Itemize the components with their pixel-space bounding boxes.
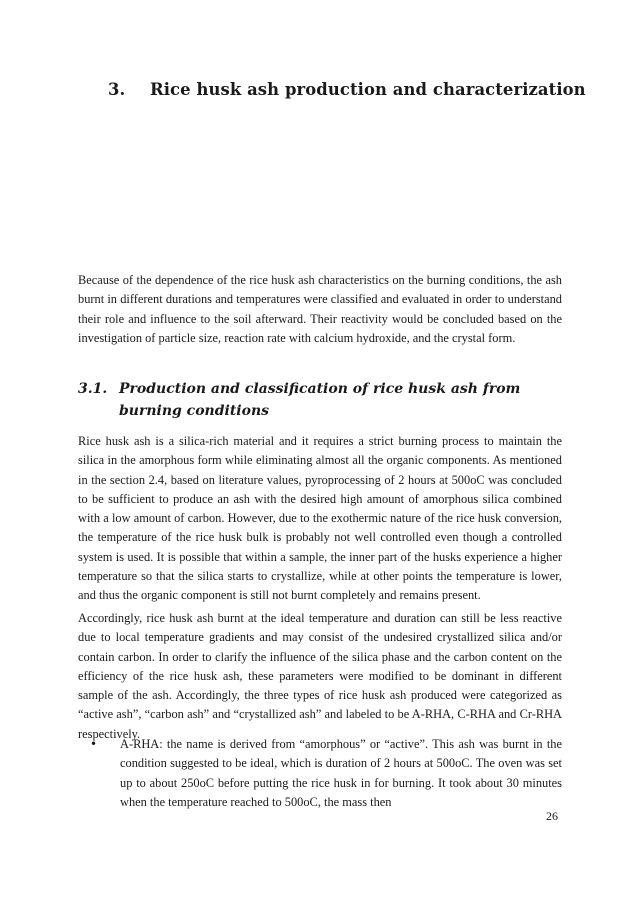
body-paragraph-2: Accordingly, rice husk ash burnt at the ideal temperature and duration can still be less reactive due to local temperature gradients and may consist of the undesired crystallized silica and/or contain carbon. In order to clarify the influence of the silica phase and the carbon content on the efficiency of the rice husk ash, these parameters were modified to be dominant in different sample of the ash. Accordingly, the three types of rice husk ash produced were categorized as “active ash”, “carbon ash” and “crystallized ash” and labeled to be A-RHA, C-RHA and Cr-RHA respectively. [78, 611, 562, 741]
body-paragraph-1: Rice husk ash is a silica-rich material and it requires a strict burning process to maintain the silica in the amorphous form while eliminating almost all the organic components. As mentioned in the section 2.4, based on literature values, pyroprocessing of 2 hours at 500oC was concluded to be sufficient to produce an ash with the desired high amount of amorphous silica combined with a low amount of carbon. However, due to the exothermic nature of the rice husk conversion, the temperature of the rice husk bulk is probably not well controlled even though a controlled system is used. It is possible that within a sample, the inner part of the husks experience a higher temperature so that the silica starts to crystallize, while at other points the temperature is lower, and thus the organic component is still not burnt completely and remains present. [78, 434, 562, 603]
bullet-text: A-RHA: the name is derived from “amorphous” or “active”. This ash was burnt in the condition suggested to be ideal, which is duration of 2 hours at 500oC. The oven was set up to about 250oC before putting the rice husk in for burning. It took about 30 minutes when the temperature reached to 500oC, the mass then [120, 737, 562, 809]
bullet-icon: • [90, 737, 98, 751]
chapter-title: Rice husk ash production and characterization [150, 80, 586, 99]
section-title: Production and classification of rice husk ash from burning conditions [119, 381, 521, 419]
chapter-heading [108, 80, 586, 99]
intro-paragraph: Because of the dependence of the rice husk ash characteristics on the burning conditions, the ash burnt in different durations and temperatures were classified and evaluated in order to understand their role and influence to the soil afterward. Their reactivity would be concluded based on the investigation of particle size, reaction rate with calcium hydroxide, and the crystal form. [78, 273, 562, 345]
page-number: 26 [546, 809, 558, 823]
section-number: 3.1. [78, 381, 108, 397]
chapter-number: 3. [108, 80, 126, 99]
